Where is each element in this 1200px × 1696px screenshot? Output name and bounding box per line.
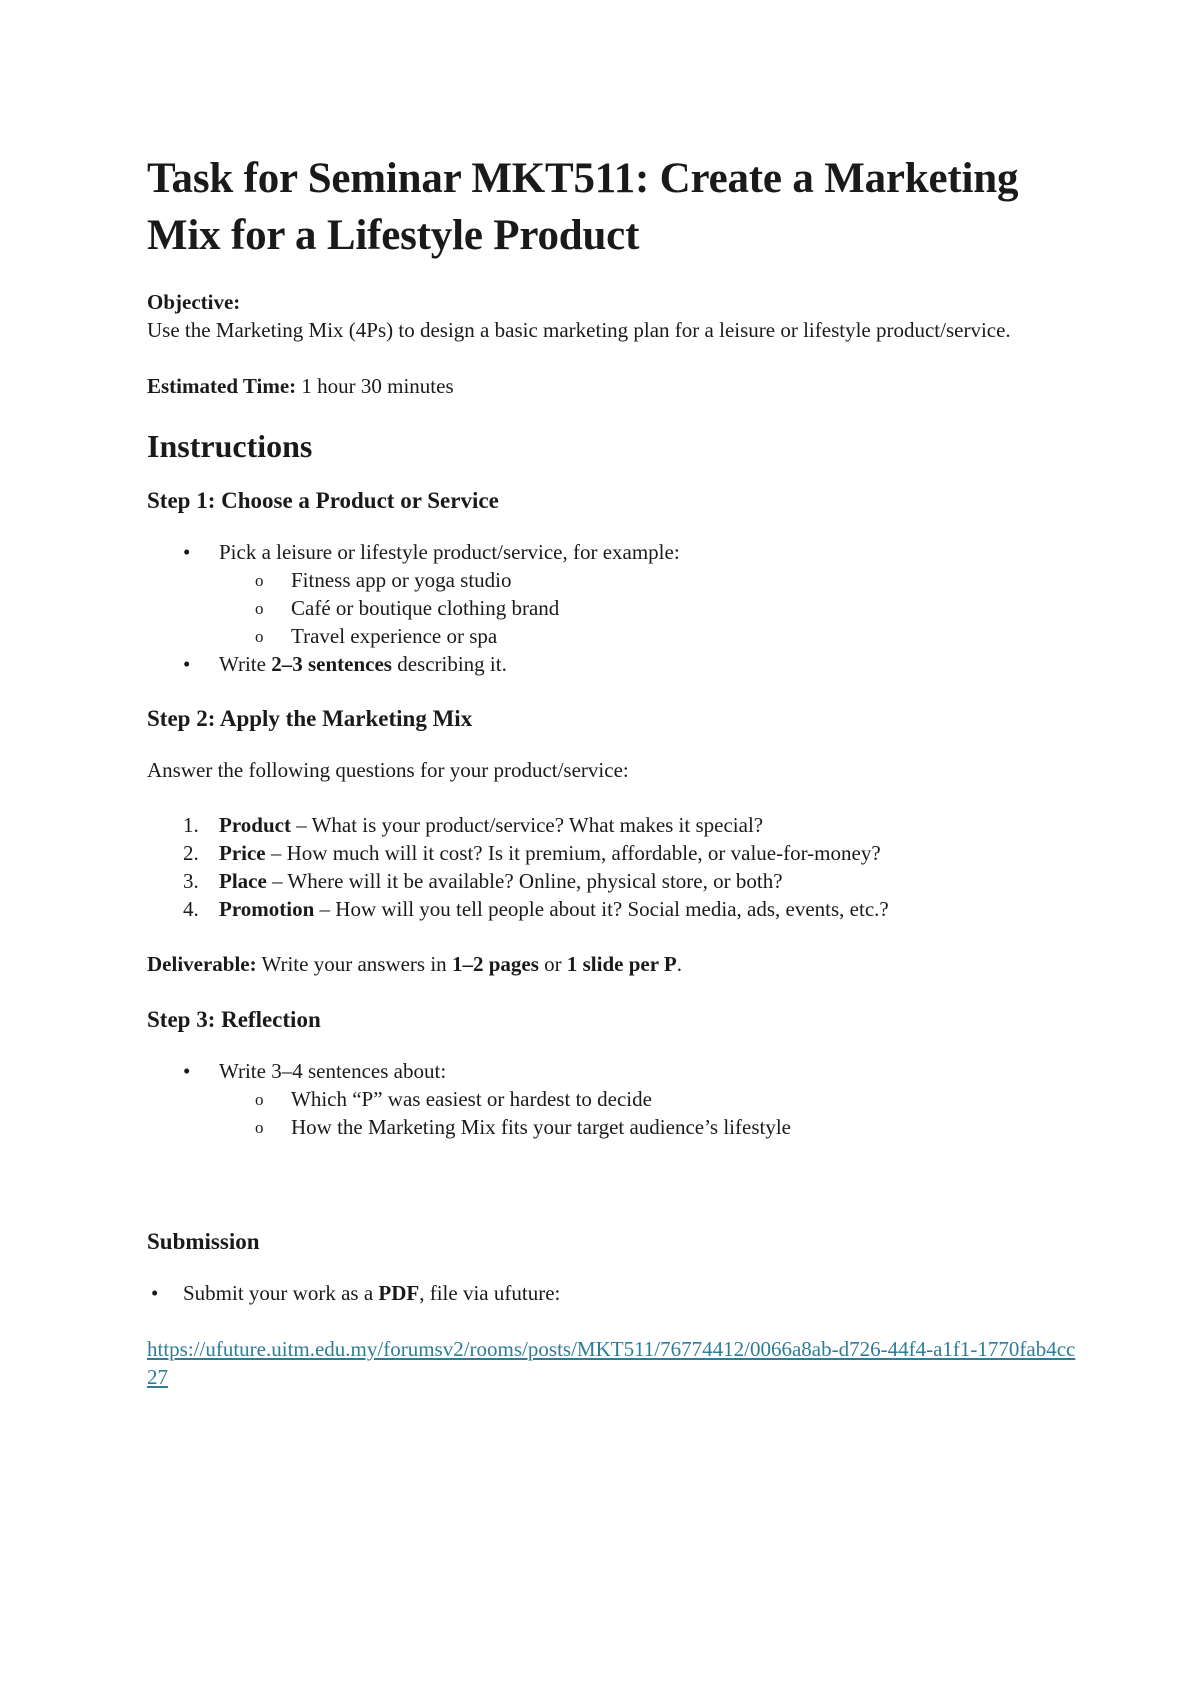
list-item: o Fitness app or yoga studio <box>219 566 1077 594</box>
deliverable-mid: or <box>538 952 567 976</box>
list-item: o Café or boutique clothing brand <box>219 594 1077 622</box>
marketing-mix-list <box>147 811 1077 923</box>
submission-heading: Submission <box>147 1229 260 1254</box>
list-item <box>147 895 1077 923</box>
mix-term: Promotion <box>219 897 315 921</box>
instructions-heading: Instructions <box>147 428 313 464</box>
list-number: 1. <box>183 813 199 837</box>
deliverable-post: . <box>676 952 682 976</box>
list-item: o Travel experience or spa <box>219 622 1077 650</box>
deliverable-pre: Write your answers in <box>256 952 452 976</box>
step1-bullet2-post: describing it. <box>391 652 507 676</box>
mix-question: – What is your product/service? What makes it special? <box>290 813 764 837</box>
mix-question: – How will you tell people about it? Social media, ads, events, etc.? <box>314 897 889 921</box>
step1-heading: Step 1: Choose a Product or Service <box>147 488 499 513</box>
step1-bullet1: Pick a leisure or lifestyle product/service, for example: <box>219 540 680 564</box>
list-item <box>147 1279 1077 1307</box>
deliverable-label: Deliverable: <box>147 952 257 976</box>
submission-post: , file via ufuture: <box>419 1281 561 1305</box>
step1-bullet2-pre: Write <box>219 652 272 676</box>
reflection-bullet: Write 3–4 sentences about: <box>219 1059 447 1083</box>
objective-label: Objective: <box>147 290 241 314</box>
list-item <box>147 650 1077 678</box>
step2-intro: Answer the following questions for your product/service: <box>147 758 629 782</box>
document-title: Task for Seminar MKT511: Create a Marketing Mix for a Lifestyle Product <box>147 155 1019 259</box>
list-item <box>147 1057 1077 1141</box>
list-item <box>147 811 1077 839</box>
deliverable <box>147 950 1077 978</box>
estimated-time-value: 1 hour 30 minutes <box>301 374 454 398</box>
list-number: 4. <box>183 897 199 921</box>
objective-section <box>147 288 1077 344</box>
list-item <box>147 839 1077 867</box>
mix-term: Price <box>219 841 266 865</box>
deliverable-pages: 1–2 pages <box>451 952 539 976</box>
mix-question: – How much will it cost? Is it premium, affordable, or value-for-money? <box>265 841 881 865</box>
step1-bullet2-bold: 2–3 sentences <box>271 652 392 676</box>
objective-text: Use the Marketing Mix (4Ps) to design a basic marketing plan for a leisure or lifestyle product/service. <box>147 318 1011 342</box>
submission-link[interactable]: https://ufuture.uitm.edu.my/forumsv2/rooms/posts/MKT511/76774412/0066a8ab-d726-44f4-a1f1-1770fab4cc27 <box>147 1337 1076 1389</box>
mix-question: – Where will it be available? Online, physical store, or both? <box>266 869 783 893</box>
list-item: o Which “P” was easiest or hardest to decide <box>219 1085 1077 1113</box>
step1-examples <box>219 566 1077 650</box>
mix-term: Place <box>219 869 267 893</box>
estimated-time-label: Estimated Time: <box>147 374 297 398</box>
submission-pre: Submit your work as a <box>183 1281 379 1305</box>
list-item <box>147 538 1077 650</box>
reflection-subs <box>219 1085 1077 1141</box>
list-item: o How the Marketing Mix fits your target audience’s lifestyle <box>219 1113 1077 1141</box>
step2-heading: Step 2: Apply the Marketing Mix <box>147 706 473 731</box>
deliverable-slides: 1 slide per P <box>566 952 677 976</box>
step3-heading: Step 3: Reflection <box>147 1007 321 1032</box>
estimated-time <box>147 372 1077 400</box>
list-item <box>147 867 1077 895</box>
mix-term: Product <box>219 813 291 837</box>
list-number: 2. <box>183 841 199 865</box>
reflection-list <box>147 1057 1077 1141</box>
step1-list <box>147 538 1077 678</box>
list-number: 3. <box>183 869 199 893</box>
document-page <box>147 150 1077 1391</box>
submission-list <box>147 1279 1077 1307</box>
submission-format: PDF <box>378 1281 420 1305</box>
